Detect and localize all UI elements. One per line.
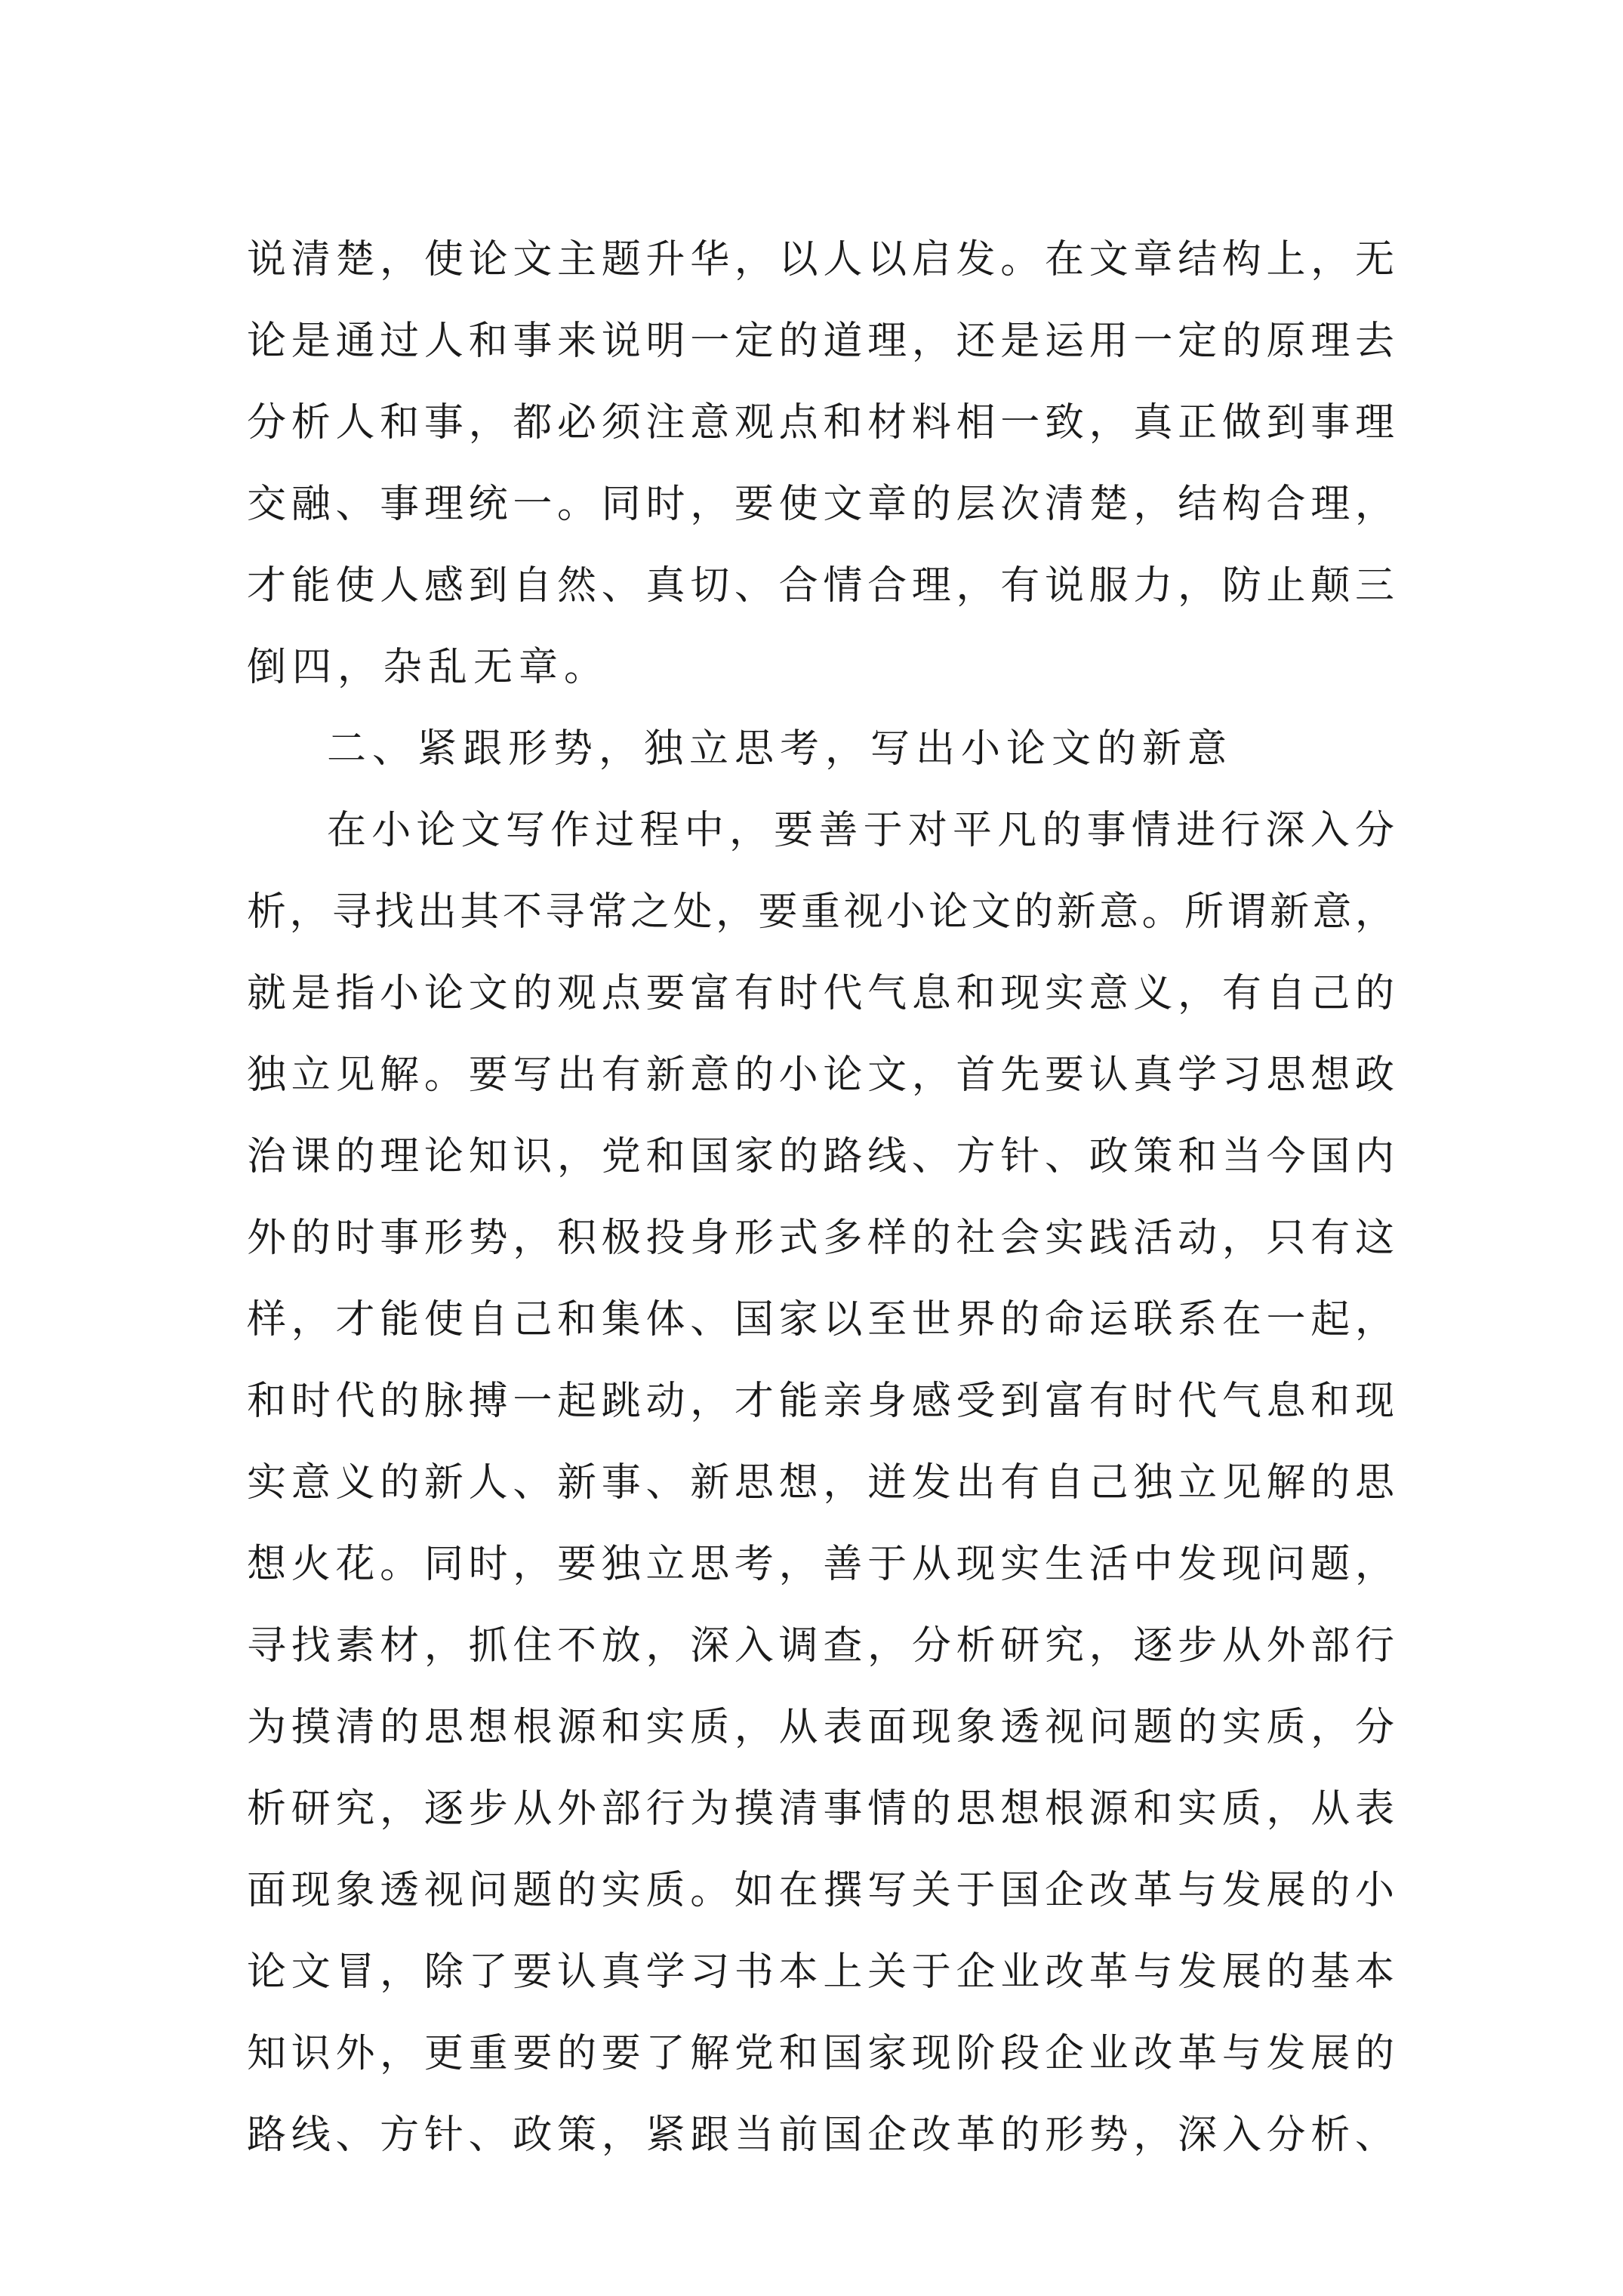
text-line: 交融、事理统一。同时，要使文章的层次清楚，结构合理，: [247, 482, 1394, 527]
text-line: 析，寻找出其不寻常之处，要重视小论文的新意。所谓新意，: [247, 889, 1394, 935]
text-line: 外的时事形势，积极投身形式多样的社会实践活动，只有这: [247, 1216, 1394, 1261]
text-line: 和时代的脉搏一起跳动，才能亲身感受到富有时代气息和现: [247, 1379, 1394, 1424]
text-line: 独立见解。要写出有新意的小论文，首先要认真学习思想政: [247, 1052, 1394, 1098]
text-line: 说清楚，使论文主题升华，以人以启发。在文章结构上，无: [247, 237, 1394, 282]
text-line: 就是指小论文的观点要富有时代气息和现实意义，有自己的: [247, 971, 1394, 1016]
text-line: 实意义的新人、新事、新思想，迸发出有自己独立见解的思: [247, 1460, 1394, 1505]
text-line: 为摸清的思想根源和实质，从表面现象透视问题的实质，分: [247, 1705, 1394, 1750]
text-line: 倒四，杂乱无章。: [247, 645, 610, 690]
text-line: 知识外，更重要的要了解党和国家现阶段企业改革与发展的: [247, 2031, 1394, 2076]
text-line: 论文冒，除了要认真学习书本上关于企业改革与发展的基本: [247, 1949, 1394, 1995]
text-line: 面现象透视问题的实质。如在撰写关于国企改革与发展的小: [247, 1868, 1394, 1913]
text-line: 样，才能使自己和集体、国家以至世界的命运联系在一起，: [247, 1297, 1394, 1342]
text-line: 论是通过人和事来说明一定的道理，还是运用一定的原理去: [247, 319, 1394, 364]
text-line: 寻找素材，抓住不放，深入调查，分析研究，逐步从外部行: [247, 1623, 1394, 1669]
text-line: 路线、方针、政策，紧跟当前国企改革的形势，深入分析、: [247, 2113, 1394, 2158]
section-heading: 二、紧跟形势，独立思考，写出小论文的新意: [327, 726, 1233, 772]
text-line: 析研究，逐步从外部行为摸清事情的思想根源和实质，从表: [247, 1786, 1394, 1832]
text-line: 才能使人感到自然、真切、合情合理，有说服力，防止颠三: [247, 563, 1394, 609]
text-line: 分析人和事，都必须注意观点和材料相一致，真正做到事理: [247, 400, 1394, 445]
body-text: [247, 219, 1394, 2176]
text-line: 治课的理论知识，党和国家的路线、方针、政策和当今国内: [247, 1134, 1394, 1179]
text-line: 在小论文写作过程中，要善于对平凡的事情进行深入分: [327, 808, 1394, 853]
text-line: 想火花。同时，要独立思考，善于从现实生活中发现问题，: [247, 1542, 1394, 1587]
